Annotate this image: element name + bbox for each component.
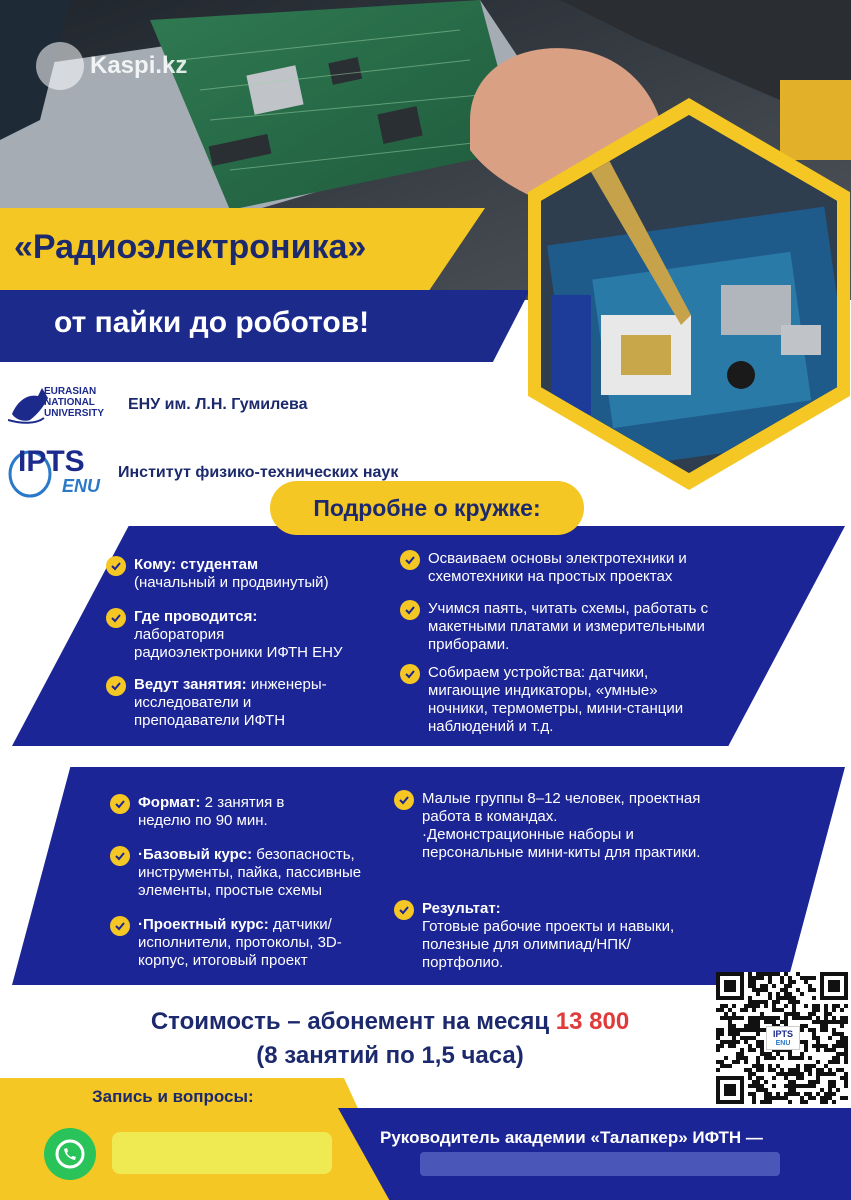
list-item: Собираем устройства: датчики, мигающие индикаторы, «умные» ночники, термометры, мини-станции наблюдений и т.д.	[400, 664, 780, 736]
checkmark-icon	[400, 664, 420, 684]
checkmark-icon	[400, 600, 420, 620]
enu-logo-line2: NATIONAL	[44, 397, 95, 408]
checkmark-icon	[394, 900, 414, 920]
institute-name: Институт физико-технических наук	[118, 464, 399, 481]
price-line	[0, 1008, 780, 1036]
section-title: Подробне о кружке:	[270, 481, 584, 535]
list-item: Результат: Готовые рабочие проекты и навыки, полезные для олимпиад/НПК/ портфолио.	[394, 900, 774, 972]
list-item: Ведут занятия: инженеры- исследователи и преподаватели ИФТН	[106, 676, 396, 730]
university-row	[8, 380, 308, 430]
watermark-text: Kaspi.kz	[90, 52, 188, 79]
list-item: Учимся паять, читать схемы, работать с макетными платами и измерительными приборами.	[400, 600, 780, 654]
list-item: Кому: студентам (начальный и продвинутый)	[106, 556, 376, 592]
ipts-logo-subtext: ENU	[62, 476, 101, 496]
list-item: Формат: 2 занятия в неделю по 90 мин.	[110, 794, 380, 830]
ipts-logo	[8, 444, 108, 502]
checkmark-icon	[106, 556, 126, 576]
ipts-logo-text: IPTS	[18, 445, 85, 478]
phone-redacted	[112, 1132, 332, 1174]
checkmark-icon	[110, 794, 130, 814]
enu-logo	[8, 380, 118, 430]
list-item: ·Базовый курс: безопасность, инструменты, пайка, пассивные элементы, простые схемы	[110, 846, 410, 900]
price-subtitle: (8 занятий по 1,5 часа)	[256, 1042, 524, 1069]
watermark	[36, 42, 187, 90]
checkmark-icon	[400, 550, 420, 570]
list-item: Осваиваем основы электротехники и схемотехники на простых проектах	[400, 550, 780, 586]
checkmark-icon	[394, 790, 414, 810]
leader-label: Руководитель академии «Талапкер» ИФТН —	[380, 1128, 763, 1147]
list-item: Где проводится: лаборатория радиоэлектроники ИФТН ЕНУ	[106, 608, 396, 662]
qr-code[interactable]	[716, 972, 848, 1104]
page-subtitle: от пайки до роботов!	[54, 306, 370, 339]
checkmark-icon	[110, 846, 130, 866]
page-title: «Радиоэлектроника»	[14, 228, 367, 266]
list-item: Малые группы 8–12 человек, проектная работа в командах. ·Демонстрационные наборы и персональные мини-киты для практики.	[394, 790, 774, 862]
checkmark-icon	[106, 676, 126, 696]
contact-label: Запись и вопросы:	[92, 1087, 254, 1106]
university-name: ЕНУ им. Л.Н. Гумилева	[128, 396, 308, 413]
checkmark-icon	[106, 608, 126, 628]
watermark-logo-icon	[36, 42, 84, 90]
qr-center-badge: IPTS ENU	[766, 1026, 800, 1050]
checkmark-icon	[110, 916, 130, 936]
price-value: 13 800	[555, 1008, 630, 1035]
whatsapp-icon[interactable]	[44, 1128, 96, 1180]
leader-name-redacted	[420, 1152, 780, 1176]
enu-logo-line1: EURASIAN	[44, 386, 97, 397]
list-item: ·Проектный курс: датчики/ исполнители, протоколы, 3D- корпус, итоговый проект	[110, 916, 410, 970]
price-label: Стоимость – абонемент на месяц	[150, 1008, 556, 1035]
enu-logo-line3: UNIVERSITY	[44, 408, 105, 419]
